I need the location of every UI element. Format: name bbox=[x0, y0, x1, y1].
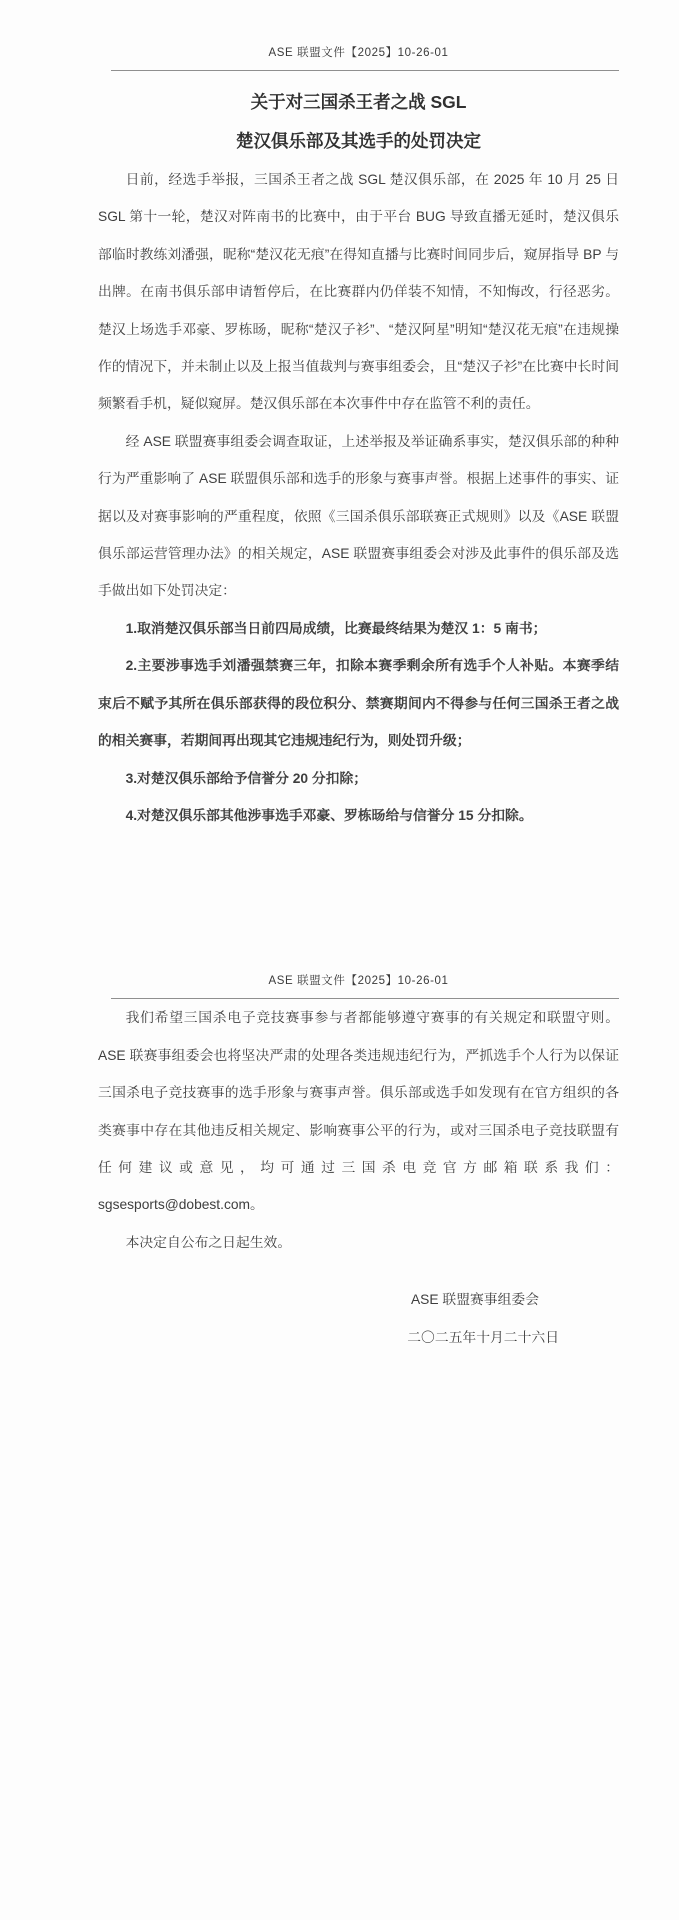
header-divider bbox=[111, 70, 619, 71]
paragraph-incident-report: 日前，经选手举报，三国杀王者之战 SGL 楚汉俱乐部，在 2025 年 10 月 25 日 SGL 第十一轮，楚汉对阵南书的比赛中，由于平台 BUG 导致直播无延时，楚汉俱乐部临时教练刘潘强，昵称“楚汉花无痕”在得知直播与比赛时间同步后，窥屏指导 BP 与出牌。在南书俱乐部申请暂停后，在比赛群内仍佯装不知情，不知悔改，行径恶劣。楚汉上场选手邓豪、罗栋旸，昵称“楚汉子衫”、“楚汉阿星”明知“楚汉花无痕”在违规操作的情况下，并未制止以及上报当值裁判与赛事组委会，且“楚汉子衫”在比赛中长时间频繁看手机，疑似窥屏。楚汉俱乐部在本次事件中存在监管不利的责任。 bbox=[98, 172, 619, 412]
title-line-2: 楚汉俱乐部及其选手的处罚决定 bbox=[236, 131, 481, 151]
signature-date: 二〇二五年十月二十六日 bbox=[407, 1329, 559, 1345]
document-page-1 bbox=[0, 46, 679, 834]
page-2-content bbox=[98, 974, 619, 1356]
paragraph-investigation-conclusion: 经 ASE 联盟赛事组委会调查取证，上述举报及举证确系事实，楚汉俱乐部的种种行为严重影响了 ASE 联盟俱乐部和选手的形象与赛事声誉。根据上述事件的事实、证据以及对赛事影响的严重程度，依照《三国杀俱乐部联赛正式规则》以及《ASE 联盟俱乐部运营管理办法》的相关规定，ASE 联盟赛事组委会对涉及此事件的俱乐部及选手做出如下处罚决定： bbox=[98, 433, 619, 599]
document-title bbox=[98, 83, 619, 161]
penalty-item-2: 2.主要涉事选手刘潘强禁赛三年，扣除本赛季剩余所有选手个人补贴。本赛季结束后不赋予其所在俱乐部获得的段位积分、禁赛期间内不得参与任何三国杀王者之战的相关赛事，若期间再出现其它违规违纪行为，则处罚升级； bbox=[98, 658, 619, 749]
paragraph-closing-statement: 我们希望三国杀电子竞技赛事参与者都能够遵守赛事的有关规定和联盟守则。ASE 联赛事组委会也将坚决严肃的处理各类违规违纪行为，严抓选手个人行为以保证三国杀电子竞技赛事的选手形象与赛事声誉。俱乐部或选手如发现有在官方组织的各类赛事中存在其他违反相关规定、影响赛事公平的行为，或对三国杀电子竞技联盟有任何建议或意见，均可通过三国杀电竞官方邮箱联系我们：sgsesports@dobest.com。 bbox=[98, 1010, 619, 1213]
document-number: ASE 联盟文件【2025】10-26-01 bbox=[268, 975, 449, 988]
page-break-spacer bbox=[0, 834, 679, 974]
page-1-content bbox=[98, 46, 619, 834]
signature-block bbox=[98, 1281, 619, 1356]
document-page-2 bbox=[0, 974, 679, 1356]
title-line-1: 关于对三国杀王者之战 SGL bbox=[250, 92, 467, 112]
signature-organization: ASE 联盟赛事组委会 bbox=[410, 1292, 539, 1308]
penalty-item-1: 1.取消楚汉俱乐部当日前四局成绩，比赛最终结果为楚汉 1：5 南书； bbox=[125, 620, 547, 636]
paragraph-effective-date: 本决定自公布之日起生效。 bbox=[125, 1234, 292, 1250]
penalty-item-4: 4.对楚汉俱乐部其他涉事选手邓豪、罗栋旸给与信誉分 15 分扣除。 bbox=[125, 807, 533, 823]
penalty-item-3: 3.对楚汉俱乐部给予信誉分 20 分扣除； bbox=[125, 770, 368, 786]
document-number: ASE 联盟文件【2025】10-26-01 bbox=[268, 47, 449, 59]
